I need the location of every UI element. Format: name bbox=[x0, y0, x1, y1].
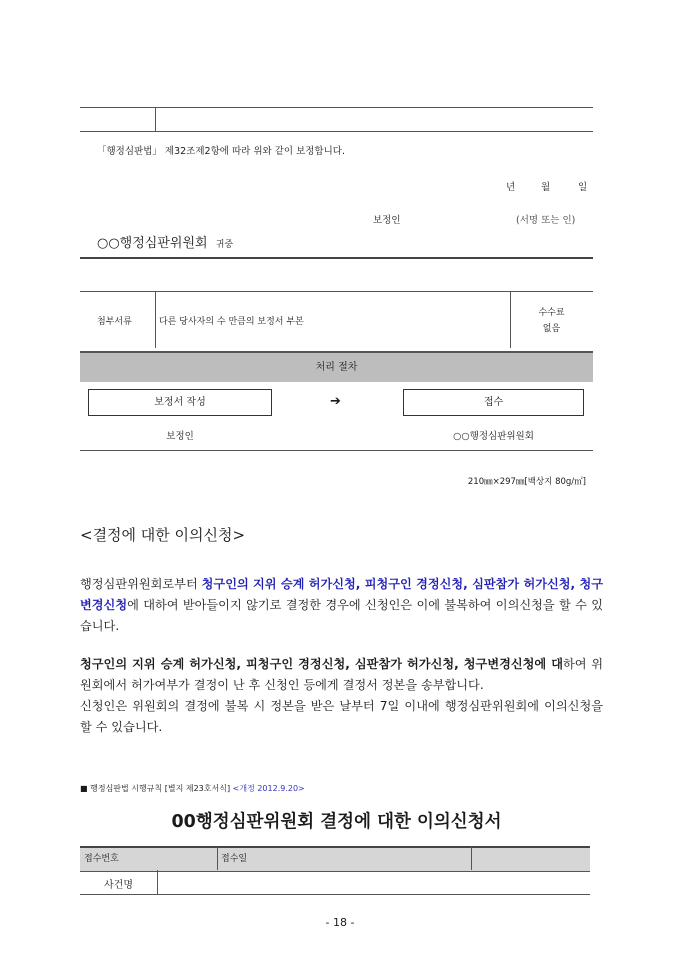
p2-lead: 하여 위원회에서 허가여부가 결정이 난 후 신청인 등에게 결정서 정본을 송부합니다. bbox=[80, 657, 603, 692]
form-revision: <개정 2012.9.20> bbox=[232, 784, 305, 793]
correction-person-label: 보정인 bbox=[373, 215, 401, 226]
procedure-step-2: 접수 bbox=[403, 389, 584, 416]
addressee-suffix: 귀중 bbox=[215, 240, 234, 250]
page-number: - 18 - bbox=[325, 916, 355, 929]
p1-tail: 에 대하여 받아들이지 않기로 결정한 경우에 신청인은 이에 불복하여 이의신청을 할 수 있습니다. bbox=[80, 598, 603, 633]
fee-label: 수수료 bbox=[538, 308, 565, 318]
receipt-divider-2 bbox=[471, 847, 472, 870]
form-reference bbox=[80, 783, 305, 794]
receipt-row bbox=[80, 846, 590, 872]
procedure-header-text: 처리 절차 bbox=[315, 362, 358, 373]
date-year: 년 bbox=[506, 182, 516, 193]
attachments-divider-1 bbox=[155, 291, 156, 348]
date-month: 월 bbox=[541, 182, 551, 193]
fee-value: 없음 bbox=[542, 324, 561, 334]
date-day: 일 bbox=[578, 182, 588, 193]
p1-lead: 행정심판위원회로부터 bbox=[80, 577, 202, 591]
receipt-divider-1 bbox=[217, 847, 218, 870]
p2-bold: 청구인의 지위 승계 허가신청, 피청구인 경정신청, 심판참가 허가신청, 청구변경신청에 대 bbox=[80, 657, 563, 671]
form-reference-text: 행정심판법 시행규칙 [별지 제23호서식] bbox=[90, 784, 231, 793]
correction-notice: 「행정심판법」 제32조제2항에 따라 위와 같이 보정합니다. bbox=[97, 146, 345, 157]
case-divider bbox=[157, 870, 158, 894]
bullet-icon: ■ bbox=[80, 784, 88, 793]
attachments-top-rule bbox=[80, 291, 593, 292]
objection-paragraph-1 bbox=[80, 574, 603, 637]
case-name-label: 사건명 bbox=[104, 880, 133, 891]
arrow-icon: ➔ bbox=[330, 394, 341, 409]
paper-spec: 210㎜×297㎜[백상지 80g/㎡] bbox=[467, 477, 586, 487]
p1-bold: 청구인의 지위 승계 허가신청, 피청구인 경정신청, 심판참가 허가신청, 청구변경신청 bbox=[80, 577, 604, 612]
procedure-actor-1: 보정인 bbox=[166, 431, 194, 442]
receipt-number-label: 접수번호 bbox=[84, 854, 119, 864]
procedure-actor-2: ○○행정심판위원회 bbox=[453, 431, 534, 442]
receipt-date-label: 접수일 bbox=[221, 854, 248, 864]
objection-paragraph-2 bbox=[80, 654, 603, 738]
p2-tail: 신청인은 위원회의 결정에 불복 시 정본을 받은 날부터 7일 이내에 행정심판위원회에 이의신청을 할 수 있습니다. bbox=[80, 699, 603, 734]
case-bottom-rule bbox=[80, 894, 590, 895]
attachments-label: 첨부서류 bbox=[97, 317, 132, 327]
top-cell-divider bbox=[155, 107, 156, 131]
form-title: 00행정심판위원회 결정에 대한 이의신청서 bbox=[171, 812, 502, 832]
addressee bbox=[97, 232, 233, 251]
procedure-header bbox=[80, 351, 593, 382]
attachments-content: 다른 당사자의 수 만큼의 보정서 부본 bbox=[159, 317, 304, 327]
procedure-step-1: 보정서 작성 bbox=[88, 389, 272, 416]
procedure-bottom-rule bbox=[80, 450, 593, 451]
addressee-name: ○○행정심판위원회 bbox=[97, 236, 208, 251]
objection-heading: <결정에 대한 이의신청> bbox=[80, 526, 246, 544]
attachments-divider-2 bbox=[510, 291, 511, 348]
top-rule-2 bbox=[80, 131, 593, 132]
top-rule bbox=[80, 107, 593, 108]
top-section-bottom-rule bbox=[80, 257, 593, 259]
signature-label: (서명 또는 인) bbox=[516, 215, 576, 226]
